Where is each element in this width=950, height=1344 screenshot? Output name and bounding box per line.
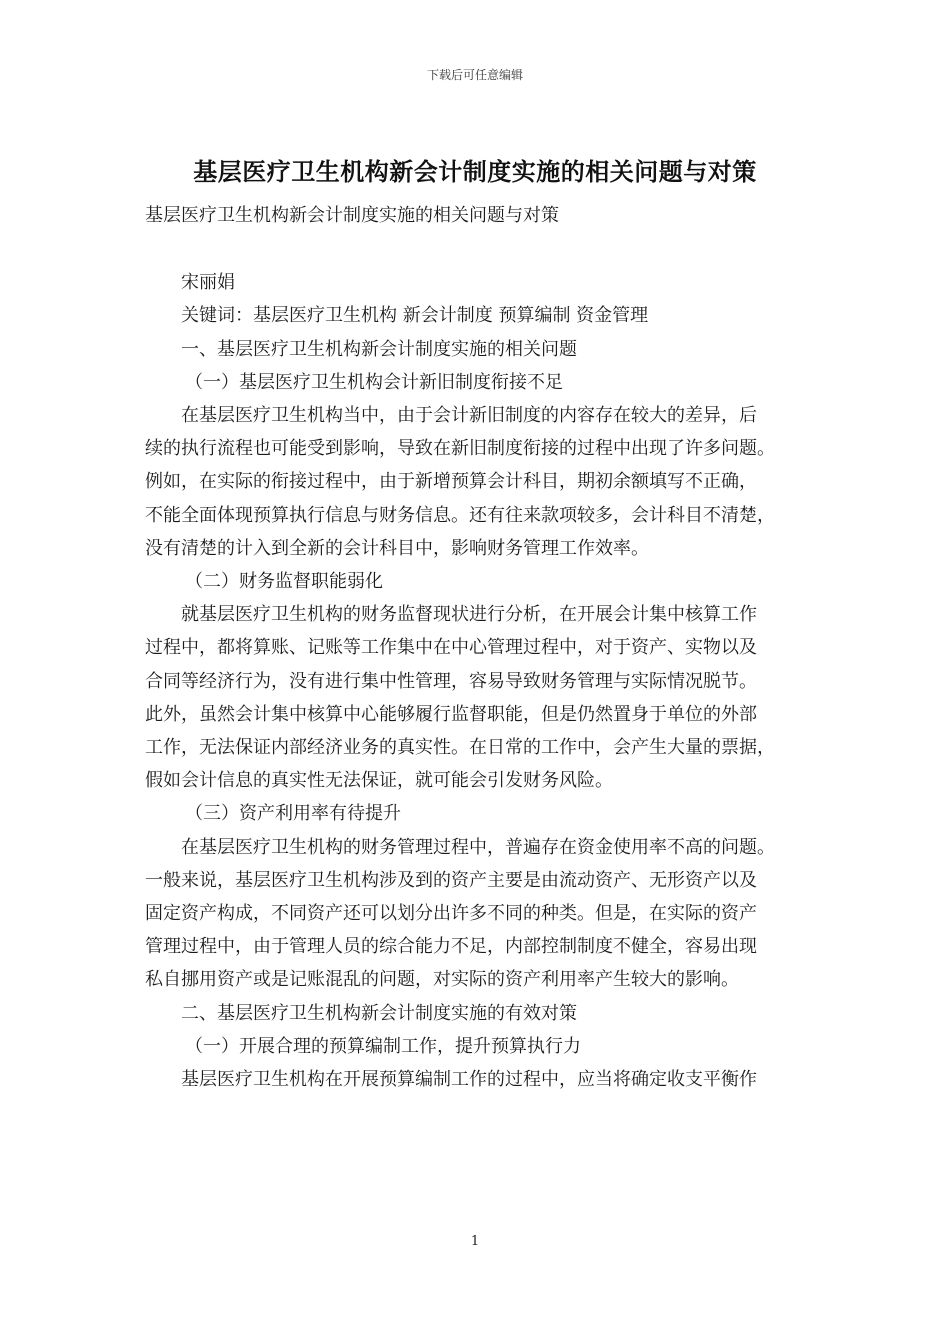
- document-body: [145, 199, 805, 1096]
- document-subtitle: 基层医疗卫生机构新会计制度实施的相关问题与对策: [145, 205, 559, 226]
- subsection-heading: （三）资产利用率有待提升: [185, 803, 401, 825]
- section-heading: 二、基层医疗卫生机构新会计制度实施的有效对策: [181, 1002, 577, 1024]
- paragraph-line: 合同等经济行为，没有进行集中性管理，容易导致财务管理与实际情况脱节。: [145, 670, 757, 692]
- paragraph-line: 不能全面体现预算执行信息与财务信息。还有往来款项较多，会计科目不清楚，: [145, 504, 775, 526]
- paragraph-line: 工作，无法保证内部经济业务的真实性。在日常的工作中，会产生大量的票据，: [145, 737, 775, 759]
- section-heading: 一、基层医疗卫生机构新会计制度实施的相关问题: [181, 338, 577, 360]
- author-name: 宋丽娟: [181, 272, 235, 294]
- document-title: 基层医疗卫生机构新会计制度实施的相关问题与对策: [193, 157, 757, 186]
- paragraph-line: 续的执行流程也可能受到影响，导致在新旧制度衔接的过程中出现了许多问题。: [145, 438, 775, 460]
- paragraph-line: 管理过程中，由于管理人员的综合能力不足，内部控制制度不健全，容易出现: [145, 936, 757, 958]
- paragraph-line: 就基层医疗卫生机构的财务监督现状进行分析，在开展会计集中核算工作: [181, 604, 757, 626]
- keywords-line: 关键词：基层医疗卫生机构 新会计制度 预算编制 资金管理: [181, 305, 649, 327]
- paragraph-line: 例如，在实际的衔接过程中，由于新增预算会计科目，期初余额填写不正确，: [145, 471, 757, 493]
- subsection-heading: （一）开展合理的预算编制工作，提升预算执行力: [185, 1035, 581, 1057]
- paragraph-line: 固定资产构成，不同资产还可以划分出许多不同的种类。但是，在实际的资产: [145, 903, 757, 925]
- page-number: 1: [470, 1234, 480, 1249]
- paragraph-line: 假如会计信息的真实性无法保证，就可能会引发财务风险。: [145, 770, 613, 792]
- paragraph-line: 在基层医疗卫生机构的财务管理过程中，普遍存在资金使用率不高的问题。: [181, 836, 775, 858]
- paragraph-line: 过程中，都将算账、记账等工作集中在中心管理过程中，对于资产、实物以及: [145, 637, 757, 659]
- paragraph-line: 私自挪用资产或是记账混乱的问题，对实际的资产利用率产生较大的影响。: [145, 969, 739, 991]
- blank-line: [145, 232, 805, 266]
- paragraph-line: 没有清楚的计入到全新的会计科目中，影响财务管理工作效率。: [145, 537, 649, 559]
- paragraph-line: 在基层医疗卫生机构当中，由于会计新旧制度的内容存在较大的差异，后: [181, 405, 757, 427]
- subsection-heading: （二）财务监督职能弱化: [185, 571, 383, 593]
- paragraph-line: 一般来说，基层医疗卫生机构涉及到的资产主要是由流动资产、无形资产以及: [145, 869, 757, 891]
- header-note: 下载后可任意编辑: [426, 68, 523, 82]
- paragraph-line: 此外，虽然会计集中核算中心能够履行监督职能，但是仍然置身于单位的外部: [145, 703, 757, 725]
- subsection-heading: （一）基层医疗卫生机构会计新旧制度衔接不足: [185, 371, 563, 393]
- paragraph-line: 基层医疗卫生机构在开展预算编制工作的过程中，应当将确定收支平衡作: [181, 1069, 757, 1091]
